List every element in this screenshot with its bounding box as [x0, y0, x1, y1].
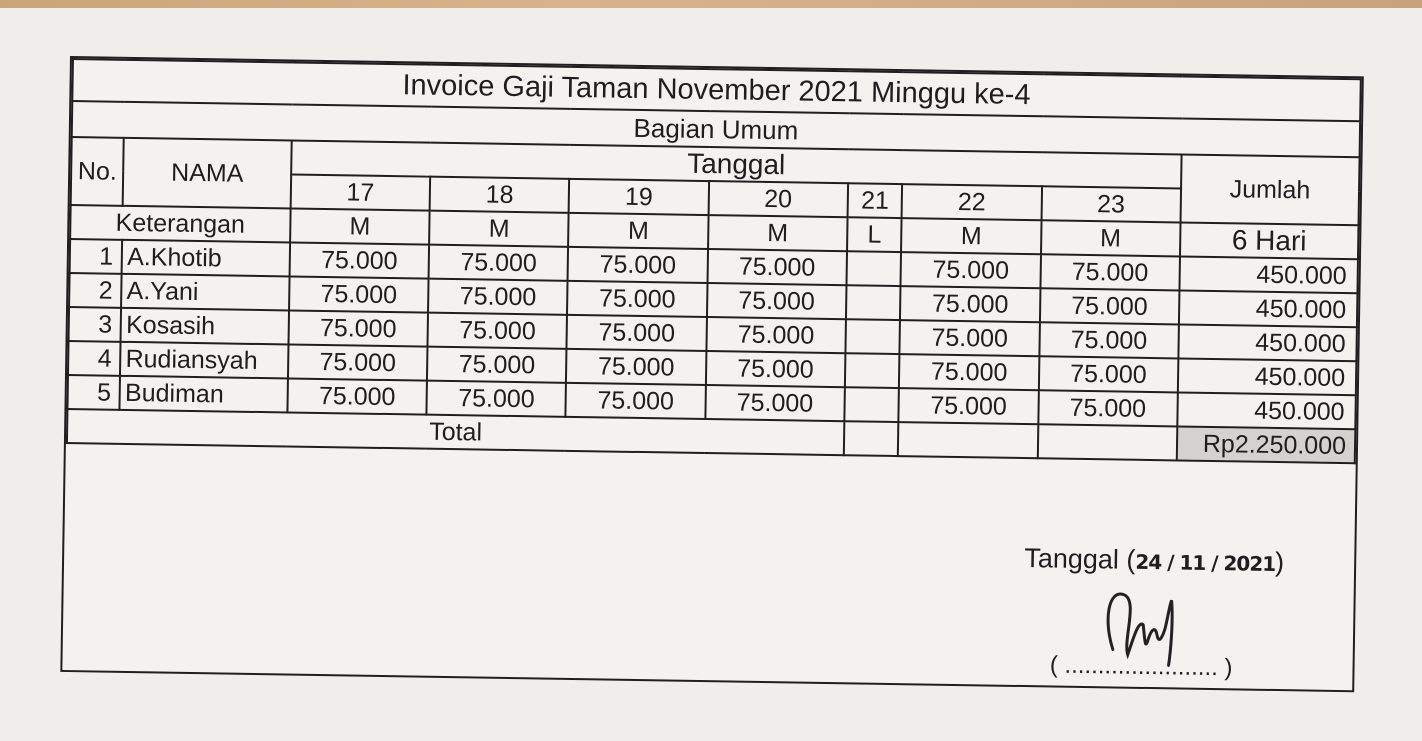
wage-cell: 75.000 [1040, 288, 1180, 324]
employee-name: Rudiansyah [120, 342, 288, 379]
wage-cell [845, 353, 900, 388]
date-cell: 23 [1041, 186, 1181, 222]
wage-cell: 75.000 [567, 315, 707, 351]
department-label: Bagian Umum [72, 101, 1360, 157]
wage-cell: 75.000 [427, 381, 567, 417]
code-cell: M [708, 215, 848, 251]
wage-cell: 75.000 [289, 242, 429, 278]
wage-cell [845, 319, 900, 354]
total-blank [844, 421, 899, 456]
wage-cell: 75.000 [566, 383, 706, 419]
invoice-table-frame [60, 56, 1364, 692]
sign-date-label: Tanggal ( [1024, 543, 1136, 575]
row-number: 1 [70, 239, 123, 274]
header-jumlah: Jumlah [1180, 154, 1359, 225]
invoice-table [66, 58, 1362, 464]
employee-rows [67, 239, 1358, 429]
code-cell: M [1041, 220, 1181, 256]
wage-cell: 75.000 [1039, 356, 1179, 392]
grand-total: Rp2.250.000 [1177, 426, 1356, 463]
wage-cell: 75.000 [901, 252, 1041, 288]
wage-cell: 75.000 [287, 378, 427, 414]
wage-cell: 75.000 [1038, 390, 1178, 426]
wage-cell: 75.000 [1040, 254, 1180, 290]
wage-cell: 75.000 [429, 245, 569, 281]
wage-cell [846, 285, 901, 320]
wage-cell: 75.000 [707, 249, 847, 285]
wage-cell: 75.000 [705, 385, 845, 421]
header-no: No. [71, 137, 124, 206]
row-number: 5 [67, 375, 120, 410]
wage-cell: 75.000 [568, 247, 708, 283]
wage-cell: 75.000 [706, 317, 846, 353]
wage-cell: 75.000 [1039, 322, 1179, 358]
code-cell: M [290, 208, 430, 244]
total-blank [1037, 424, 1177, 460]
wage-cell: 75.000 [707, 283, 847, 319]
wage-cell: 75.000 [566, 349, 706, 385]
wage-cell [846, 251, 901, 286]
header-nama: NAMA [123, 138, 292, 209]
row-number: 2 [69, 273, 122, 308]
employee-name: Kosasih [121, 308, 289, 345]
date-cell: 19 [569, 179, 709, 215]
employee-name: Budiman [120, 376, 288, 413]
code-cell: M [901, 218, 1041, 254]
wage-cell [844, 387, 899, 422]
wage-cell: 75.000 [288, 310, 428, 346]
wage-cell: 75.000 [428, 279, 568, 315]
row-jumlah: 450.000 [1178, 324, 1357, 361]
date-cell: 18 [430, 177, 570, 213]
header-keterangan: Keterangan [70, 205, 290, 242]
sign-name-line: ( ....................... ) [1049, 651, 1233, 682]
code-cell: M [429, 211, 569, 247]
code-cell: L [847, 217, 902, 252]
handwritten-signature [1082, 579, 1203, 671]
wage-cell: 75.000 [428, 313, 568, 349]
wage-cell: 75.000 [289, 276, 429, 312]
row-number: 4 [68, 341, 121, 376]
sign-date-handwritten: 24 / 11 / 2021 [1135, 549, 1276, 576]
header-tanggal: Tanggal [291, 140, 1181, 188]
employee-name: A.Yani [121, 274, 289, 311]
code-cell: M [568, 213, 708, 249]
wage-cell: 75.000 [899, 354, 1039, 390]
days-total: 6 Hari [1180, 222, 1359, 259]
date-cell: 22 [902, 184, 1042, 220]
row-jumlah: 450.000 [1178, 358, 1357, 395]
date-cell: 21 [848, 183, 903, 218]
paper-sheet [0, 8, 1422, 741]
sign-date [1024, 543, 1284, 578]
date-cell: 20 [708, 181, 848, 217]
row-number: 3 [69, 307, 122, 342]
total-label: Total [67, 409, 844, 455]
row-jumlah: 450.000 [1179, 256, 1358, 293]
wage-cell: 75.000 [900, 320, 1040, 356]
row-jumlah: 450.000 [1179, 290, 1358, 327]
date-cell: 17 [291, 174, 431, 210]
employee-name: A.Khotib [122, 240, 290, 277]
wage-cell: 75.000 [288, 344, 428, 380]
row-jumlah: 450.000 [1177, 392, 1356, 429]
sign-date-close: ) [1274, 546, 1285, 578]
total-blank [898, 422, 1038, 458]
wage-cell: 75.000 [427, 347, 567, 383]
invoice-title: Invoice Gaji Taman November 2021 Minggu ke-4 [72, 59, 1361, 121]
wage-cell: 75.000 [899, 388, 1039, 424]
wage-cell: 75.000 [706, 351, 846, 387]
wage-cell: 75.000 [567, 281, 707, 317]
wage-cell: 75.000 [900, 286, 1040, 322]
